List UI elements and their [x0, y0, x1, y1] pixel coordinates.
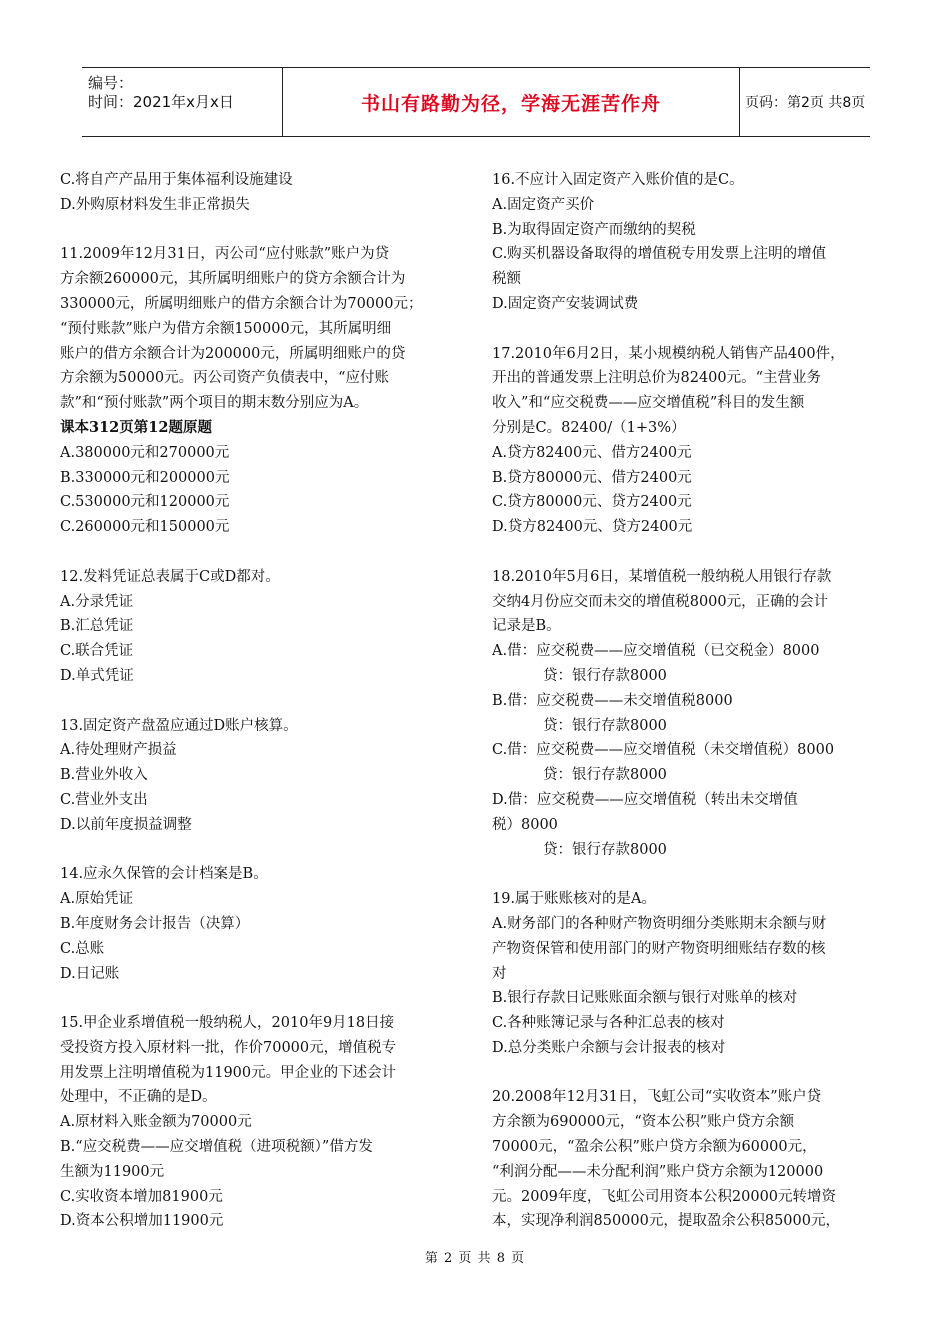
- text-line: 收入”和“应交税费——应交增值税”科目的发生额: [492, 395, 805, 412]
- text-line: B.汇总凭证: [60, 618, 134, 635]
- text-line: 20.2008年12月31日，飞虹公司“实收资本”账户贷: [492, 1089, 822, 1106]
- text-line: 18.2010年5月6日，某增值税一般纳税人用银行存款: [492, 568, 832, 585]
- text-line: C.260000元和150000元: [60, 519, 230, 536]
- left-column: [60, 168, 460, 1234]
- text-line: 13.固定资产盘盈应通过D账户核算。: [60, 717, 298, 734]
- text-line: C.营业外支出: [60, 791, 148, 808]
- text-line: 课本312页第12题原题: [60, 418, 212, 436]
- text-line: C.总账: [60, 940, 105, 957]
- header-motto-cell: [282, 68, 740, 136]
- text-line: C.购买机器设备取得的增值税专用发票上注明的增值: [492, 246, 827, 263]
- page-footer: 第 2 页 共 8 页: [424, 1251, 526, 1266]
- blank-line: [60, 986, 460, 1011]
- text-line: C.530000元和120000元: [60, 494, 230, 511]
- text-line: B.为取得固定资产而缴纳的契税: [492, 221, 696, 238]
- text-line: 税额: [492, 271, 521, 288]
- text-line: D.总分类账户余额与会计报表的核对: [492, 1039, 726, 1056]
- text-line: 受投资方投入原材料一批，作价70000元，增值税专: [60, 1039, 397, 1056]
- text-line: 税）8000: [492, 816, 558, 833]
- text-line: 方余额为690000元，“资本公积”账户贷方余额: [492, 1114, 795, 1131]
- text-line: A.380000元和270000元: [60, 444, 230, 461]
- text-line: B.贷方80000元、借方2400元: [492, 469, 692, 486]
- text-line: 14.应永久保管的会计档案是B。: [60, 866, 268, 883]
- text-line: 款”和“预付账款”两个项目的期末数分别应为A。: [60, 395, 369, 412]
- text-line: 贷：银行存款8000: [543, 667, 667, 684]
- text-line: 本，实现净利润850000元，提取盈余公积85000元，: [492, 1213, 840, 1230]
- text-line: B.年度财务会计报告（决算）: [60, 915, 250, 932]
- blank-line: [492, 317, 902, 342]
- text-line: A.借：应交税费——应交增值税（已交税金）8000: [492, 643, 820, 660]
- text-line: B.330000元和200000元: [60, 469, 230, 486]
- text-line: 11.2009年12月31日，丙公司“应付账款”账户为贷: [60, 246, 390, 263]
- text-line: 记录是B。: [492, 618, 561, 635]
- blank-line: [492, 1061, 902, 1086]
- text-line: B.银行存款日记账账面余额与银行对账单的核对: [492, 990, 798, 1007]
- text-line: A.固定资产买价: [492, 196, 595, 213]
- blank-line: [60, 838, 460, 863]
- blank-line: [492, 540, 902, 565]
- text-line: 贷：银行存款8000: [543, 717, 667, 734]
- text-line: 贷：银行存款8000: [543, 841, 667, 858]
- text-line: B.借：应交税费——未交增值税8000: [492, 692, 733, 709]
- text-line: 处理中，不正确的是D。: [60, 1089, 217, 1106]
- text-line: D.日记账: [60, 965, 120, 982]
- text-line: D.借：应交税费——应交增值税（转出未交增值: [492, 791, 798, 808]
- text-line: D.外购原材料发生非正常损失: [60, 196, 250, 213]
- document-number-label: 编号：: [88, 74, 134, 92]
- header-meta: [82, 68, 282, 136]
- blank-line: [60, 218, 460, 243]
- text-line: 对: [492, 965, 507, 982]
- text-line: “预付账款”账户为借方余额150000元，其所属明细: [60, 320, 392, 337]
- text-line: 16.不应计入固定资产入账价值的是C。: [492, 172, 744, 188]
- text-line: C.联合凭证: [60, 643, 134, 660]
- text-line: A.分录凭证: [60, 593, 134, 610]
- text-line: A.贷方82400元、借方2400元: [492, 444, 692, 461]
- text-line: 交纳4月份应交而未交的增值税8000元，正确的会计: [492, 593, 829, 610]
- text-line: C.贷方80000元、贷方2400元: [492, 494, 692, 511]
- text-line: 用发票上注明增值税为11900元。甲企业的下述会计: [60, 1064, 397, 1081]
- text-line: B.“应交税费——应交增值税（进项税额）”借方发: [60, 1139, 373, 1156]
- text-line: B.营业外收入: [60, 767, 148, 784]
- text-line: A.原始凭证: [60, 891, 134, 908]
- page-code: 页码：第2页 共8页: [745, 95, 866, 111]
- text-line: A.原材料入账金额为70000元: [60, 1114, 252, 1131]
- page-header: [82, 67, 870, 137]
- text-line: D.单式凭证: [60, 667, 134, 684]
- text-line: 贷：银行存款8000: [543, 767, 667, 784]
- text-line: 330000元，所属明细账户的借方余额合计为70000元；: [60, 295, 423, 312]
- text-line: C.各种账簿记录与各种汇总表的核对: [492, 1015, 725, 1032]
- blank-line: [60, 689, 460, 714]
- text-line: D.以前年度损益调整: [60, 816, 192, 833]
- text-line: A.财务部门的各种财产物资明细分类账期末余额与财: [492, 915, 827, 932]
- header-page-code-cell: [739, 68, 870, 136]
- text-line: 产物资保管和使用部门的财产物资明细账结存数的核: [492, 940, 826, 957]
- text-line: 账户的借方余额合计为200000元，所属明细账户的贷: [60, 345, 406, 362]
- text-line: 70000元，“盈余公积”账户贷方余额为60000元，: [492, 1139, 817, 1156]
- text-line: 方余额为50000元。丙公司资产负债表中，“应付账: [60, 370, 390, 387]
- text-line: D.资本公积增加11900元: [60, 1213, 224, 1230]
- text-line: D.固定资产安装调试费: [492, 295, 639, 312]
- right-column: [492, 168, 902, 1234]
- blank-line: [492, 862, 902, 887]
- text-line: C.实收资本增加81900元: [60, 1188, 223, 1205]
- text-line: 元。2009年度，飞虹公司用资本公积20000元转增资: [492, 1188, 837, 1205]
- text-line: “利润分配——未分配利润”账户贷方余额为120000: [492, 1163, 824, 1180]
- text-line: 15.甲企业系增值税一般纳税人，2010年9月18日接: [60, 1015, 395, 1032]
- document-time-label: 时间：2021年x月x日: [88, 93, 234, 111]
- text-line: 19.属于账账核对的是A。: [492, 891, 657, 908]
- text-line: C.借：应交税费——应交增值税（未交增值税）8000: [492, 742, 835, 759]
- text-line: 生额为11900元: [60, 1163, 165, 1180]
- text-line: C.将自产产品用于集体福利设施建设: [60, 172, 293, 188]
- text-line: 方余额260000元，其所属明细账户的贷方余额合计为: [60, 271, 406, 288]
- text-line: 12.发料凭证总表属于C或D都对。: [60, 568, 280, 585]
- text-line: 17.2010年6月2日，某小规模纳税人销售产品400件，: [492, 345, 845, 362]
- text-line: 分别是C。82400/（1+3%）: [492, 419, 686, 436]
- text-line: D.贷方82400元、贷方2400元: [492, 519, 693, 536]
- blank-line: [60, 540, 460, 565]
- text-line: 开出的普通发票上注明总价为82400元。“主营业务: [492, 370, 822, 387]
- text-line: A.待处理财产损益: [60, 742, 177, 759]
- motto-text: 书山有路勤为径，学海无涯苦作舟: [360, 92, 661, 115]
